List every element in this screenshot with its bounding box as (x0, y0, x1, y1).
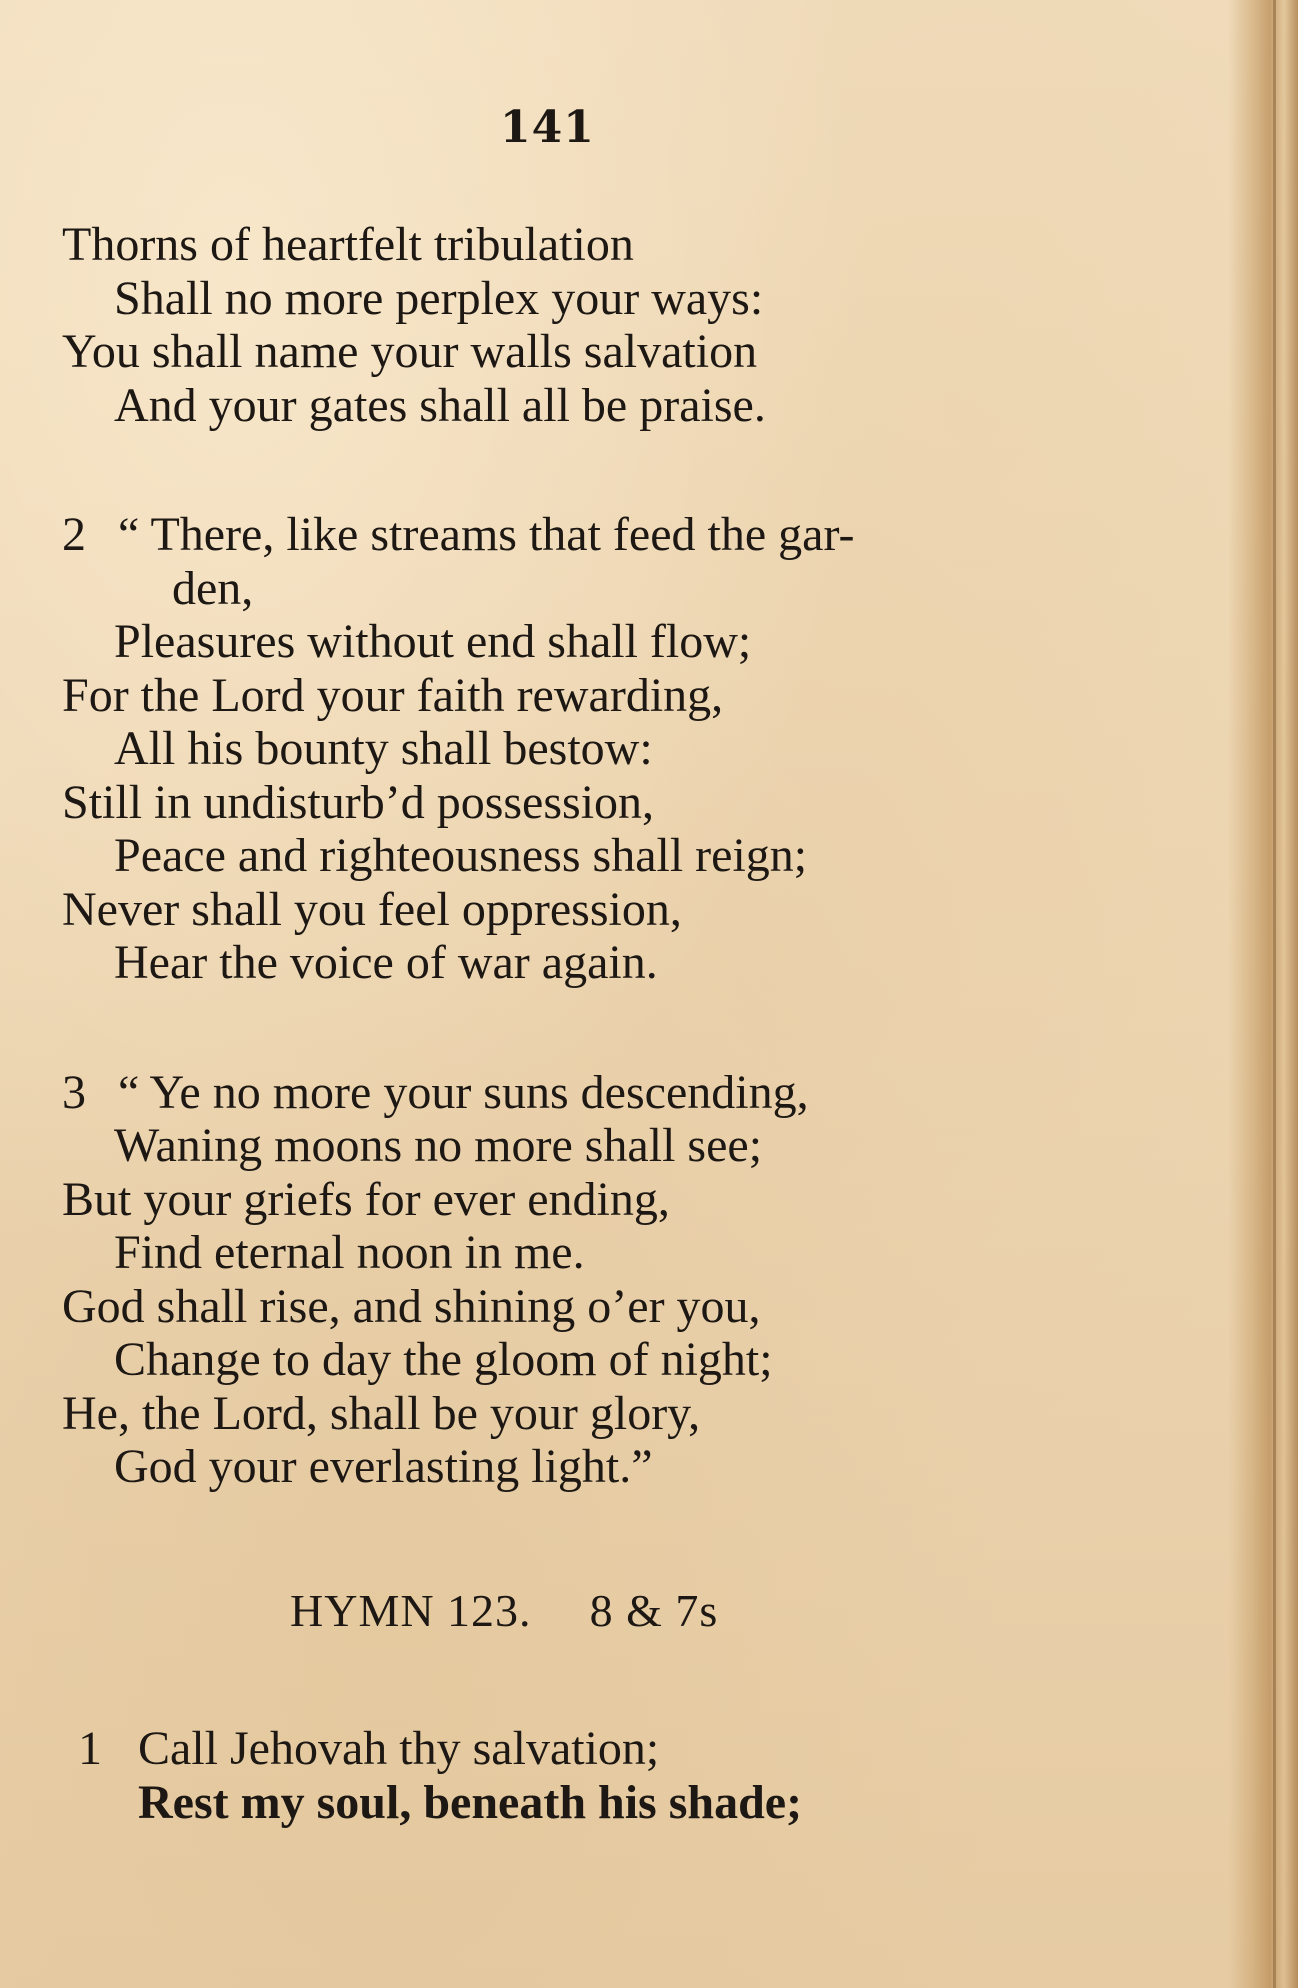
stanza-first-line (62, 508, 854, 562)
stanza-line: Change to day the gloom of night; (114, 1333, 773, 1386)
stanza-line: Shall no more perplex your ways: (114, 271, 764, 325)
stanza-line: Never shall you feel oppression, (62, 882, 682, 936)
hymn-text-continued (62, 218, 854, 1494)
stanza-line: Rest my soul, beneath his shade; (138, 1775, 803, 1829)
stanza-line: And your gates shall all be praise. (114, 378, 766, 432)
stanza-first-line (62, 1066, 854, 1120)
hymn-heading (290, 1584, 718, 1637)
stanza-line: Still in undisturb’d possession, (62, 775, 655, 829)
stanza-line: den, (172, 561, 254, 615)
stanza-line: “ There, like streams that feed the gar- (118, 508, 855, 561)
stanza-line: Find eternal noon in me. (114, 1226, 585, 1279)
stanza-line: Hear the voice of war again. (114, 936, 658, 989)
stanza-line: But your griefs for ever ending, (62, 1172, 670, 1226)
hymn-title: HYMN 123. (290, 1585, 532, 1636)
stanza-line: Pleasures without end shall flow; (114, 615, 752, 668)
stanza-line: You shall name your walls salvation (62, 325, 758, 378)
hymn-123-text (78, 1722, 802, 1829)
stanza-line: Waning moons no more shall see; (114, 1119, 763, 1172)
stanza-line: God shall rise, and shining o’er you, (62, 1279, 761, 1333)
stanza-line: “ Ye no more your suns descending, (118, 1065, 809, 1119)
verse-number: 1 (78, 1722, 102, 1775)
stanza-gap (62, 990, 854, 1066)
stanza-line: God your everlasting light.” (114, 1440, 653, 1493)
stanza-line: Call Jehovah thy salvation; (138, 1722, 660, 1775)
verse-number: 2 (62, 508, 86, 561)
stanza-first-line (78, 1722, 802, 1776)
stanza-line: He, the Lord, shall be your glory, (62, 1386, 701, 1440)
stanza-line: Peace and righteousness shall reign; (114, 829, 808, 882)
page-edge-line (1273, 0, 1276, 1988)
stanza-line: All his bounty shall bestow: (114, 722, 653, 775)
page-edge (1228, 0, 1298, 1988)
stanza-gap (62, 432, 854, 508)
stanza-line: For the Lord your faith rewarding, (62, 668, 724, 722)
hymn-meter: 8 & 7s (589, 1585, 719, 1636)
stanza-2 (62, 508, 854, 990)
verse-number: 3 (62, 1065, 86, 1119)
stanza-1 (62, 218, 854, 432)
stanza-line: Thorns of heartfelt tribulation (62, 218, 634, 271)
page-number: 141 (500, 102, 595, 153)
stanza-3 (62, 1066, 854, 1494)
